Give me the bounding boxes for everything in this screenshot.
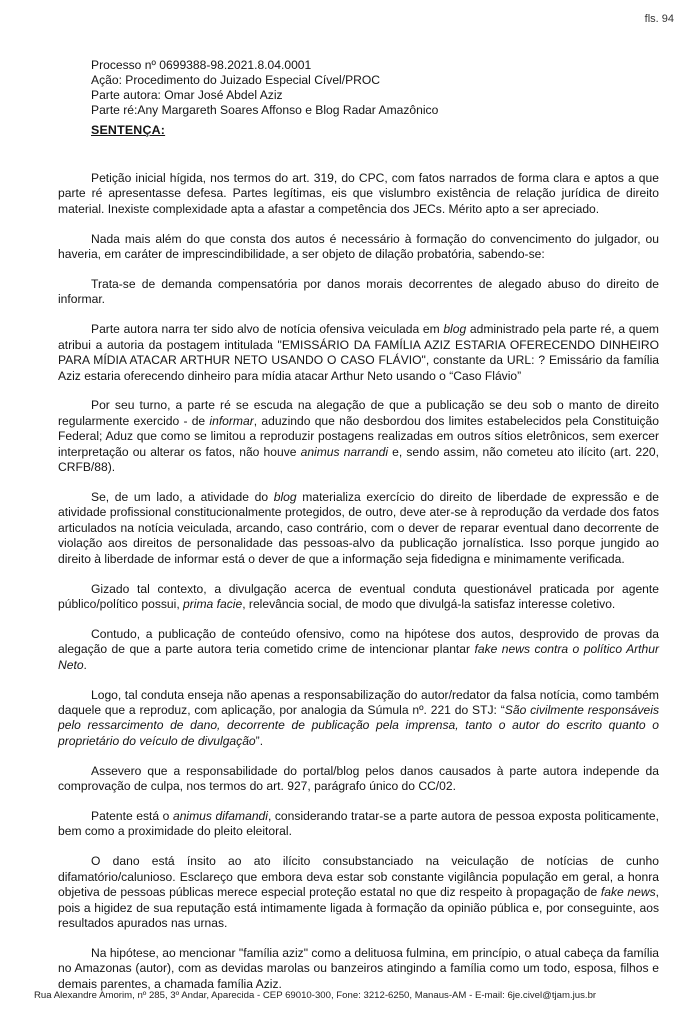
paragraph	[58, 232, 659, 263]
defendant: Parte ré:Any Margareth Soares Affonso e Blog Radar Amazônico	[91, 103, 439, 117]
italic-text: informar	[209, 413, 254, 428]
paragraph-text: ”.	[255, 733, 264, 748]
paragraph-text: materializa exercício do direito de liberdade de expressão e de atividade profissional constitucionalmente protegidos, de outro, deve ater-se à reprodução da verdade dos fatos articulados na notícia veiculada, arcando, caso contrário, com o dever de reparar eventual dano decorrente de violação aos direitos de personalidade das pessoas-alvo da publicação jornalística. Isso porque jungido ao direito à liberdade de informar está o dever de que a informação seja fidedigna e minimamente verificada.	[58, 490, 659, 566]
paragraph-text: O dano está ínsito ao ato ilícito consubstanciado na veiculação de notícias de cunho difamatório/calunioso. Esclareço que embora deva estar sob constante vigilância população em geral, a honra objetiva de pessoas públicas merece especial proteção estatal no que diz respeito à propagação de	[58, 854, 659, 900]
italic-text: blog	[443, 322, 467, 337]
paragraph-text: , pois a higidez de sua reputação está intimamente ligada à formação da opinião pública e, por conseguinte, aos resultados apurados nas urnas.	[58, 885, 659, 930]
paragraph-text: Gizado tal contexto, a divulgação acerca de eventual conduta questionável praticada por agente público/político possui,	[58, 581, 659, 611]
process-number: Processo nº 0699388-98.2021.8.04.0001	[91, 58, 312, 72]
paragraph	[58, 809, 659, 840]
paragraph-text: Logo, tal conduta enseja não apenas a responsabilização do autor/redator da falsa notícia, como também daquele que a reproduz, com aplicação, por analogia da Súmula nº. 221 do STJ: “	[58, 687, 659, 717]
paragraph-text: Assevero que a responsabilidade do portal/blog pelos danos causados à parte autora independe da comprovação de culpa, nos termos do art. 927, parágrafo único do CC/02.	[58, 763, 659, 794]
case-header	[91, 58, 438, 118]
paragraph-text: Petição inicial hígida, nos termos do art. 319, do CPC, com fatos narrados de forma clara e aptos a que parte ré apresentasse defesa. Partes legítimas, eis que vislumbro existência de relação jurídica de direito material. Inexiste complexidade apta a afastar a competência dos JECs. Mérito apto a ser apreciado.	[58, 171, 659, 216]
paragraph-text: Contudo, a publicação de conteúdo ofensivo, como na hipótese dos autos, desprovido de provas da alegação de que a parte autora teria cometido crime de intencionar plantar	[58, 626, 659, 657]
action-type: Ação: Procedimento do Juizado Especial Cível/PROC	[91, 73, 381, 87]
paragraph	[58, 322, 659, 384]
paragraph-text: , considerando tratar-se a parte autora de pessoa exposta politicamente, bem como a proximidade do pleito eleitoral.	[58, 809, 659, 839]
italic-text: animus narrandi	[300, 444, 389, 459]
italic-text: fake news contra o político Arthur Neto	[58, 642, 659, 672]
paragraph-text: .	[83, 657, 87, 672]
paragraph	[58, 854, 659, 931]
italic-text: prima facie	[183, 596, 243, 611]
italic-text: fake news	[600, 885, 656, 900]
paragraph-text: e, sendo assim, não cometeu ato ilícito (art. 220, CRFB/88).	[58, 444, 660, 475]
paragraph-text: Parte autora narra ter sido alvo de notícia ofensiva veiculada em	[91, 322, 444, 337]
paragraph	[58, 946, 659, 992]
paragraph	[58, 764, 659, 795]
paragraph-text: Na hipótese, ao mencionar "família aziz" como a delituosa fulmina, em princípio, o atual cabeça da família no Amazonas (autor), com as devidas marolas ou banzeiros atingindo a família como um todo, esposa, filhos e demais parentes, a chamada família Aziz.	[58, 945, 659, 991]
italic-text: São civilmente responsáveis pelo ressarcimento de dano, decorrente de publicação pela imprensa, tanto o autor do escrito quanto o proprietário do veículo de divulgação	[58, 702, 660, 748]
paragraph	[58, 277, 659, 308]
paragraph	[58, 398, 659, 475]
paragraph-text: Se, de um lado, a atividade do	[91, 490, 274, 504]
document-title: SENTENÇA:	[91, 123, 166, 137]
paragraph-text: Trata-se de demanda compensatória por danos morais decorrentes de alegado abuso do direito de informar.	[58, 277, 659, 307]
paragraph-text: Patente está o	[91, 809, 173, 823]
paragraph	[58, 582, 659, 613]
document-body	[58, 171, 659, 1007]
italic-text: animus difamandi	[172, 809, 268, 823]
page-number: fls. 94	[644, 13, 674, 25]
paragraph-text: Por seu turno, a parte ré se escuda na alegação de que a publicação se deu sob o manto de direito regularmente exercido - de	[58, 398, 659, 428]
italic-text: blog	[273, 490, 297, 504]
paragraph	[58, 490, 659, 567]
paragraph	[58, 627, 659, 673]
paragraph-text: administrado pela parte ré, a quem atribui a autoria da postagem intitulada "EMISSÁRIO DA FAMÍLIA AZIZ ESTARIA OFERECENDO DINHEIRO PARA MÍDIA ATACAR ARTHUR NETO USANDO O CASO FLÁVIO", constante da URL: ? Emissário da família Aziz estaria oferecendo dinheiro para mídia atacar Arthur Neto usando o “Caso Flávio”	[58, 322, 659, 383]
paragraph	[58, 171, 659, 217]
paragraph-text: Nada mais além do que consta dos autos é necessário à formação do convencimento do julgador, ou haveria, em caráter de imprescindibilidade, a ser objeto de dilação probatória, sabendo-se:	[58, 231, 659, 262]
paragraph	[58, 688, 659, 750]
footer-address: Rua Alexandre Amorim, nº 285, 3º Andar, Aparecida - CEP 69010-300, Fone: 3212-6250, Manaus-AM - E-mail: 6je.civel@tjam.jus.br	[34, 990, 597, 1001]
plaintiff: Parte autora: Omar José Abdel Aziz	[91, 88, 283, 102]
paragraph-text: , relevância social, de modo que divulgá-la satisfaz interesse coletivo.	[242, 596, 616, 611]
paragraph-text: , aduzindo que não desbordou dos limites estabelecidos pela Constituição Federal; Aduz que como se limitou a reproduzir postagens realizadas em outros sítios eletrônicos, sem exercer interpretação ou alterar os fatos, não houve	[58, 413, 660, 459]
